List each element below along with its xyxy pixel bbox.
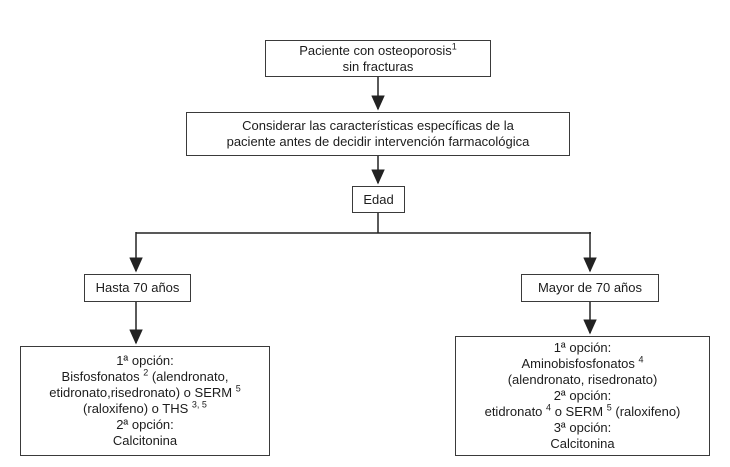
footnote-4-sup: 4 [638, 354, 644, 365]
treatment-left-box [20, 346, 270, 456]
footnote-1-sup: 1 [451, 41, 457, 52]
consider-box [186, 112, 570, 156]
treatment-right-line5-mid: o SERM [554, 404, 604, 419]
footnote-4-sup-2: 4 [546, 402, 552, 413]
patient-line1 [299, 43, 457, 59]
footnote-2-sup: 2 [143, 367, 149, 378]
consider-line1: Considerar las características específicas de la [242, 118, 514, 133]
patient-line1-text: Paciente con osteoporosis [299, 42, 452, 58]
treatment-left-line4 [83, 401, 207, 417]
branch-right-box [521, 274, 659, 302]
treatment-left-line2 [62, 369, 229, 385]
age-label: Edad [363, 191, 394, 207]
treatment-right-line5-end: (raloxifeno) [615, 404, 681, 419]
treatment-left-option2-value: Calcitonina [112, 433, 178, 448]
treatment-right-option3-value: Calcitonina [550, 436, 615, 451]
treatment-right-line3: (alendronato, risedronato) [507, 372, 658, 387]
branch-left-box [84, 274, 191, 302]
treatment-left-line2-text: Bisfosfonatos [61, 369, 140, 384]
footnote-5-sup-2: 5 [606, 402, 612, 413]
treatment-right-line2-text: Aminobisfosfonatos [521, 356, 635, 371]
branch-right-label: Mayor de 70 años [537, 280, 643, 295]
treatment-right-line5 [485, 404, 681, 420]
treatment-right-option2-label: 2ª opción: [553, 388, 612, 403]
treatment-right-line2 [521, 356, 643, 372]
footnote-5-sup: 5 [235, 383, 241, 394]
treatment-left-line2-rest: (alendronato, [151, 369, 229, 384]
treatment-right-option1-label: 1ª opción: [553, 340, 612, 355]
treatment-left-line3-text: etidronato,risedronato) o SERM [49, 385, 233, 400]
treatment-left-line4-text: (raloxifeno) o THS [83, 401, 189, 416]
treatment-right-option3-label: 3ª opción: [553, 420, 612, 435]
footnote-3-5-sup: 3, 5 [191, 399, 207, 410]
treatment-left-option2-label: 2ª opción: [116, 417, 174, 432]
treatment-left-line3 [49, 385, 240, 401]
treatment-right-box [455, 336, 710, 456]
consider-line2: paciente antes de decidir intervención farmacológica [226, 134, 530, 149]
treatment-left-option1-label: 1ª opción: [116, 353, 174, 368]
branch-left-label: Hasta 70 años [95, 280, 180, 295]
patient-box [265, 40, 491, 77]
age-box [352, 186, 405, 213]
patient-line2: sin fracturas [342, 58, 414, 74]
treatment-right-line5-text: etidronato [484, 404, 543, 419]
